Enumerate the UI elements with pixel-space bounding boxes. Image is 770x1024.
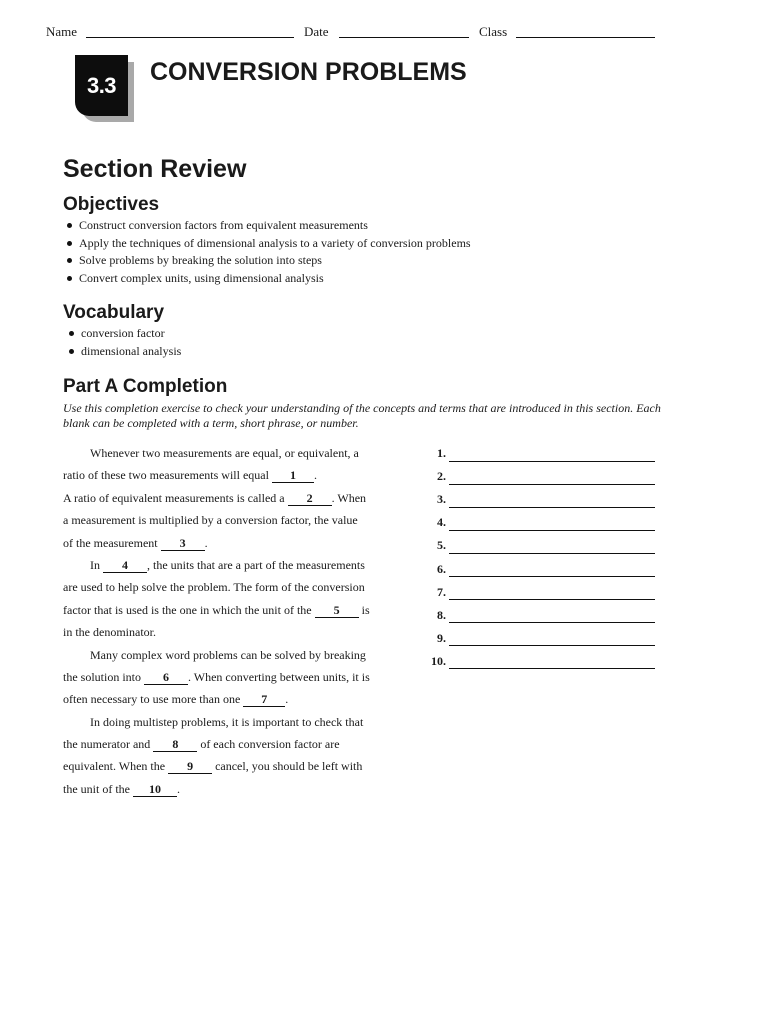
blank-1: 1 [272,469,314,483]
answer-row: 2. [430,465,655,488]
list-item: Solve problems by breaking the solution into steps [63,252,471,270]
answer-field-6[interactable] [449,564,655,577]
list-item: Construct conversion factors from equivalent measurements [63,217,471,235]
name-label: Name [46,24,78,39]
section-title: Section Review [63,155,247,183]
part-a-instructions: Use this completion exercise to check your understanding of the concepts and terms that are introduced in this section. Each blank can be completed with a term, short phrase, or number. [63,401,661,430]
answer-list [430,442,655,673]
answer-field-4[interactable] [449,518,655,531]
answer-row: 7. [430,581,655,604]
answer-row: 3. [430,488,655,511]
list-item: Apply the techniques of dimensional analysis to a variety of conversion problems [63,235,471,253]
blank-10: 10 [133,783,177,797]
vocabulary-list [65,325,181,360]
blank-4: 4 [103,559,147,573]
answer-row: 9. [430,627,655,650]
blank-8: 8 [153,738,197,752]
class-label: Class [479,24,508,39]
answer-field-1[interactable] [449,449,655,462]
blank-3: 3 [161,537,205,551]
blank-9: 9 [168,760,212,774]
answer-field-2[interactable] [449,472,655,485]
answer-row: 1. [430,442,655,465]
date-field[interactable] [339,37,469,38]
answer-row: 8. [430,604,655,627]
answer-row: 4. [430,511,655,534]
blank-7: 7 [243,693,285,707]
answer-field-7[interactable] [449,587,655,600]
list-item: conversion factor [65,325,181,343]
answer-row: 5. [430,534,655,557]
list-item: Convert complex units, using dimensional analysis [63,270,471,288]
answer-field-5[interactable] [449,541,655,554]
answer-field-10[interactable] [449,656,655,669]
completion-passage: Whenever two measurements are equal, or equivalent, a ratio of these two measurements will equal 1 . A ratio of equivalent measurements is called a 2 . When a measurement is multiplied by a conversion factor, the value of the measurement 3 . In 4 , the units that are a part of the measurements are used to help solve the problem. The form of the conversion factor that is used is the one in which the unit of the 5 is in the denominator. Many complex word problems can be solved by breaking the solution into 6 . When converting between units, it is often necessary to use more than one 7 . In doing multistep problems, it is important to check that the numerator and 8 of each conversion factor are equivalent. When the 9 cancel, you should be left with the unit of the 10 . [63,446,370,796]
answer-field-3[interactable] [449,495,655,508]
blank-6: 6 [144,671,188,685]
answer-row: 6. [430,557,655,580]
objectives-list [63,217,471,287]
date-label: Date [304,24,329,39]
objectives-heading: Objectives [63,194,160,215]
blank-2: 2 [288,492,332,506]
answer-field-8[interactable] [449,610,655,623]
answer-row: 10. [430,650,655,673]
list-item: dimensional analysis [65,343,181,361]
part-a-heading: Part A Completion [63,376,228,397]
vocabulary-heading: Vocabulary [63,302,165,323]
answer-field-9[interactable] [449,633,655,646]
blank-5: 5 [315,604,359,618]
name-field[interactable] [86,37,294,38]
section-badge: 3.3 [75,55,128,116]
class-field[interactable] [516,37,655,38]
chapter-title: CONVERSION PROBLEMS [150,58,467,86]
